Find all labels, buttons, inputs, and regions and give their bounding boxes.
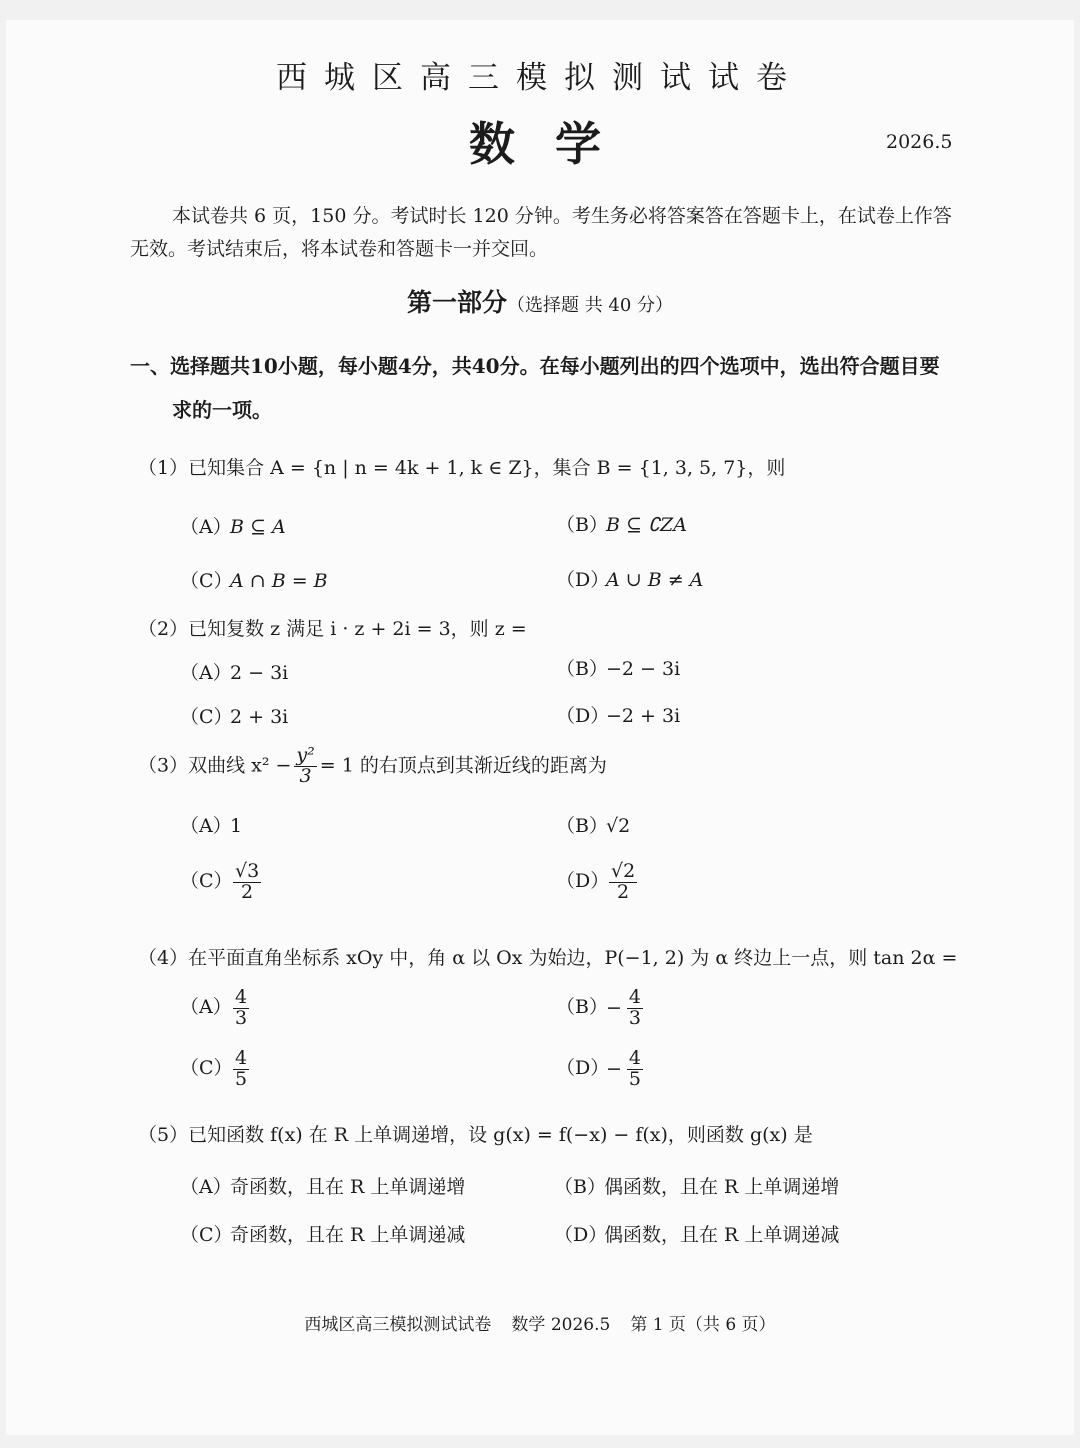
stem-part: （3）双曲线 x² −	[138, 754, 292, 777]
fraction-numerator: 4	[628, 986, 642, 1008]
question-4-stem: （4）在平面直角坐标系 xOy 中，角 α 以 Ox 为始边，P(−1, 2) 为 α 终边上一点，则 tan 2α =	[138, 947, 958, 969]
q5-option-d	[554, 1220, 839, 1247]
q1-option-b	[556, 510, 687, 537]
fraction-denominator: 2	[617, 880, 630, 903]
q4-option-c	[180, 1049, 252, 1090]
exam-title: 西城区高三模拟测试试卷	[276, 60, 804, 96]
q3-option-a	[180, 811, 242, 838]
option-text: B ⊆ A	[230, 516, 286, 538]
fraction-numerator: 4	[235, 1047, 248, 1069]
footer-exam-name: 西城区高三模拟测试试卷	[304, 1315, 492, 1335]
fraction	[233, 1049, 249, 1090]
fraction-numerator: 4	[628, 1047, 642, 1069]
question-3-stem	[138, 746, 607, 787]
option-label: （D）	[556, 870, 610, 893]
option-text: −2 − 3i	[606, 658, 681, 680]
option-label: （B）	[554, 1176, 606, 1198]
q5-option-a	[180, 1172, 465, 1199]
exam-date: 2026.5	[886, 131, 953, 153]
footer-page-number: 第 1 页（共 6 页）	[630, 1315, 776, 1335]
fraction-numerator: √3	[235, 860, 260, 882]
fraction-numerator: √2	[611, 860, 636, 882]
option-text: B ⊆ ∁ZA	[606, 514, 687, 536]
q1-option-c	[180, 566, 328, 593]
part-title: 第一部分	[406, 288, 507, 317]
option-text: 2 + 3i	[230, 706, 289, 728]
part-note: （选择题 共 40 分）	[506, 295, 674, 316]
fraction	[609, 862, 637, 903]
q4-option-a	[180, 988, 252, 1029]
part-heading	[0, 283, 1080, 319]
option-text: 奇函数，且在 R 上单调递减	[230, 1224, 466, 1246]
option-text: 1	[230, 815, 243, 837]
minus-sign: −	[606, 1058, 622, 1081]
option-label: （A）	[180, 1176, 232, 1198]
option-label: （B）	[556, 815, 608, 837]
option-text: √2	[606, 815, 631, 837]
question-2-stem: （2）已知复数 z 满足 i · z + 2i = 3，则 z =	[138, 618, 527, 640]
minus-sign: −	[606, 997, 622, 1020]
q5-option-b	[554, 1172, 839, 1199]
option-label: （D）	[556, 705, 610, 727]
option-label: （C）	[180, 570, 233, 592]
option-label: （D）	[556, 1057, 610, 1080]
option-text: 2 − 3i	[230, 662, 289, 684]
option-label: （C）	[180, 1224, 233, 1246]
q2-option-d	[556, 701, 680, 728]
q4-option-d	[556, 1049, 646, 1090]
fraction-denominator: 3	[299, 764, 312, 787]
fraction-denominator: 3	[628, 1006, 642, 1029]
footer-subject-date: 数学 2026.5	[511, 1315, 611, 1335]
option-text: A ∪ B ≠ A	[606, 569, 704, 591]
fraction-numerator: y²	[296, 744, 315, 766]
fraction-numerator: 4	[235, 986, 248, 1008]
section-heading-line2: 求的一项。	[172, 398, 272, 422]
option-label: （D）	[556, 569, 610, 591]
option-label: （C）	[180, 706, 233, 728]
fraction	[233, 862, 261, 903]
q1-option-a	[180, 512, 286, 539]
question-1-stem: （1）已知集合 A = {n | n = 4k + 1, k ∈ Z}，集合 B = {1, 3, 5, 7}，则	[138, 457, 786, 479]
q3-option-b	[556, 811, 630, 838]
fraction	[233, 988, 249, 1029]
fraction-denominator: 2	[241, 880, 254, 903]
option-text: 偶函数，且在 R 上单调递增	[604, 1176, 840, 1198]
exam-instructions: 本试卷共 6 页，150 分。考试时长 120 分钟。考生务必将答案答在答题卡上，在试卷上作答无效。考试结束后，将本试卷和答题卡一并交回。	[130, 205, 952, 260]
option-label: （C）	[180, 1057, 233, 1080]
q1-option-d	[556, 565, 703, 592]
option-label: （A）	[180, 996, 232, 1019]
q3-option-c	[180, 862, 264, 903]
question-5-stem: （5）已知函数 f(x) 在 R 上单调递增，设 g(x) = f(−x) − f(x)，则函数 g(x) 是	[138, 1124, 813, 1146]
q2-option-c	[180, 702, 288, 729]
option-text: 奇函数，且在 R 上单调递增	[230, 1176, 466, 1198]
option-text: A ∩ B = B	[230, 570, 328, 592]
q4-option-b	[556, 988, 646, 1029]
subject-title: 数学	[469, 117, 641, 171]
option-label: （B）	[556, 996, 608, 1019]
option-label: （A）	[180, 815, 232, 837]
q2-option-a	[180, 658, 288, 685]
option-text: −2 + 3i	[606, 705, 681, 727]
q2-option-b	[556, 654, 680, 681]
option-text: 偶函数，且在 R 上单调递减	[604, 1224, 840, 1246]
fraction	[294, 746, 316, 787]
option-label: （A）	[180, 662, 232, 684]
section-heading-line1: 一、选择题共10小题，每小题4分，共40分。在每小题列出的四个选项中，选出符合题目要	[130, 354, 940, 378]
q3-option-d	[556, 862, 640, 903]
fraction	[627, 988, 643, 1029]
fraction-denominator: 3	[235, 1006, 248, 1029]
fraction	[627, 1049, 643, 1090]
option-label: （C）	[180, 870, 233, 893]
stem-part: = 1 的右顶点到其渐近线的距离为	[319, 754, 607, 777]
option-label: （B）	[556, 514, 608, 536]
option-label: （B）	[556, 658, 608, 680]
fraction-denominator: 5	[628, 1067, 642, 1090]
q5-option-c	[180, 1220, 465, 1247]
option-label: （D）	[554, 1224, 608, 1246]
page-footer	[0, 1310, 1080, 1335]
fraction-denominator: 5	[235, 1067, 248, 1090]
option-label: （A）	[180, 516, 232, 538]
